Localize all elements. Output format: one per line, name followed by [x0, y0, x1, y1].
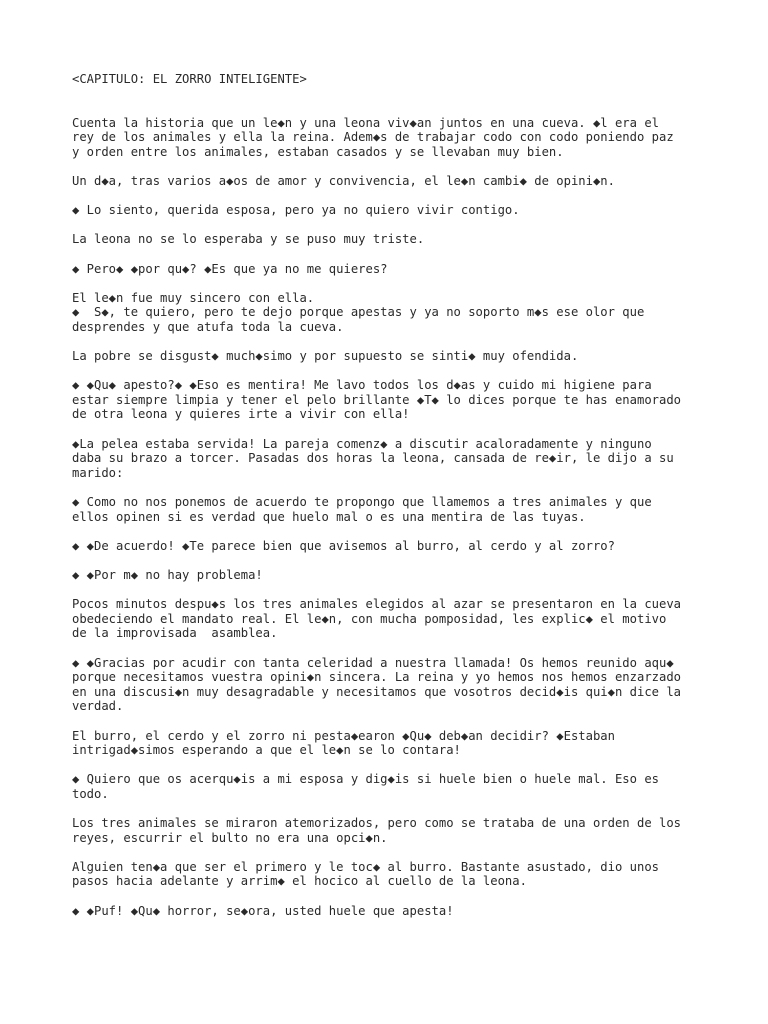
document-body	[72, 116, 712, 919]
paragraph-line: porque necesitamos vuestra opini◆n sincera. La reina y yo hemos nos hemos enzarzado	[72, 670, 682, 685]
paragraph-line: Los tres animales se miraron atemorizados, pero como se trataba de una orden de los	[72, 816, 682, 831]
paragraph-line: El le◆n fue muy sincero con ella.	[72, 290, 315, 305]
paragraph-line: de la improvisada asamblea.	[72, 626, 278, 641]
paragraph-line: Pocos minutos despu◆s los tres animales elegidos al azar se presentaron en la cueva	[72, 597, 682, 612]
paragraph	[72, 203, 712, 218]
paragraph	[72, 597, 712, 641]
paragraph-line: El burro, el cerdo y el zorro ni pesta◆earon ◆Qu◆ deb◆an decidir? ◆Estaban	[72, 728, 615, 743]
paragraph-line: todo.	[72, 786, 109, 801]
paragraph-line: daba su brazo a torcer. Pasadas dos horas la leona, cansada de re◆ir, le dijo a su	[72, 451, 674, 466]
paragraph-line: intrigad◆simos esperando a que el le◆n se lo contara!	[72, 743, 461, 758]
paragraph-line: desprendes y que atufa toda la cueva.	[72, 319, 344, 334]
paragraph	[72, 378, 712, 422]
paragraph-line: ◆ ◆Gracias por acudir con tanta celeridad a nuestra llamada! Os hemos reunido aqu◆	[72, 655, 674, 670]
paragraph-line: Un d◆a, tras varios a◆os de amor y convivencia, el le◆n cambi◆ de opini◆n.	[72, 173, 615, 188]
paragraph-line: pasos hacia adelante y arrim◆ el hocico al cuello de la leona.	[72, 874, 527, 889]
paragraph-line: ◆ ◆De acuerdo! ◆Te parece bien que avisemos al burro, al cerdo y al zorro?	[72, 538, 615, 553]
paragraph-line: en una discusi◆n muy desagradable y necesitamos que vosotros decid◆is qui◆n dice la	[72, 684, 682, 699]
paragraph	[72, 860, 712, 889]
paragraph-line: y orden entre los animales, estaban casados y se llevaban muy bien.	[72, 144, 564, 159]
paragraph	[72, 495, 712, 524]
paragraph-line: ◆ Lo siento, querida esposa, pero ya no quiero vivir contigo.	[72, 203, 520, 218]
chapter-title: <CAPITULO: EL ZORRO INTELIGENTE>	[72, 72, 307, 86]
paragraph-line: rey de los animales y ella la reina. Adem◆s de trabajar codo con codo poniendo paz	[72, 130, 674, 145]
paragraph-line: ◆ ◆Por m◆ no hay problema!	[72, 568, 263, 582]
paragraph	[72, 539, 712, 554]
document-page	[72, 72, 712, 933]
paragraph	[72, 816, 712, 845]
paragraph	[72, 262, 712, 277]
paragraph	[72, 772, 712, 801]
paragraph	[72, 349, 712, 364]
paragraph	[72, 904, 712, 919]
paragraph-line: ◆ Quiero que os acerqu◆is a mi esposa y dig◆is si huele bien o huele mal. Eso es	[72, 772, 659, 787]
paragraph-line: obedeciendo el mandato real. El le◆n, con mucha pomposidad, les explic◆ el motivo	[72, 611, 667, 626]
paragraph	[72, 116, 712, 160]
paragraph-line: ellos opinen si es verdad que huelo mal o es una mentira de las tuyas.	[72, 509, 586, 524]
paragraph-line: ◆La pelea estaba servida! La pareja comenz◆ a discutir acaloradamente y ninguno	[72, 436, 652, 451]
paragraph	[72, 729, 712, 758]
paragraph-line: reyes, escurrir el bulto no era una opci◆n.	[72, 830, 388, 845]
paragraph	[72, 568, 712, 583]
paragraph-line: marido:	[72, 465, 124, 480]
paragraph-line: ◆ Pero◆ ◆por qu◆? ◆Es que ya no me quieres?	[72, 261, 388, 276]
paragraph	[72, 437, 712, 481]
paragraph	[72, 174, 712, 189]
paragraph-line: verdad.	[72, 699, 124, 714]
paragraph-line: La leona no se lo esperaba y se puso muy triste.	[72, 232, 425, 247]
paragraph-line: La pobre se disgust◆ much◆simo y por supuesto se sinti◆ muy ofendida.	[72, 349, 579, 364]
paragraph-line: ◆ S◆, te quiero, pero te dejo porque apestas y ya no soporto m◆s ese olor que	[72, 305, 645, 320]
paragraph-line: de otra leona y quieres irte a vivir con ella!	[72, 407, 410, 422]
paragraph-line: ◆ Como no nos ponemos de acuerdo te propongo que llamemos a tres animales y que	[72, 495, 652, 510]
paragraph	[72, 291, 712, 335]
paragraph-line: ◆ ◆Qu◆ apesto?◆ ◆Eso es mentira! Me lavo todos los d◆as y cuido mi higiene para	[72, 378, 652, 393]
paragraph-line: ◆ ◆Puf! ◆Qu◆ horror, se◆ora, usted huele que apesta!	[72, 903, 454, 918]
paragraph	[72, 656, 712, 714]
paragraph-line: Cuenta la historia que un le◆n y una leona viv◆an juntos en una cueva. ◆l era el	[72, 115, 659, 130]
paragraph-line: estar siempre limpia y tener el pelo brillante ◆T◆ lo dices porque te has enamorado	[72, 392, 682, 407]
paragraph-line: Alguien ten◆a que ser el primero y le toc◆ al burro. Bastante asustado, dio unos	[72, 859, 659, 874]
paragraph	[72, 232, 712, 247]
